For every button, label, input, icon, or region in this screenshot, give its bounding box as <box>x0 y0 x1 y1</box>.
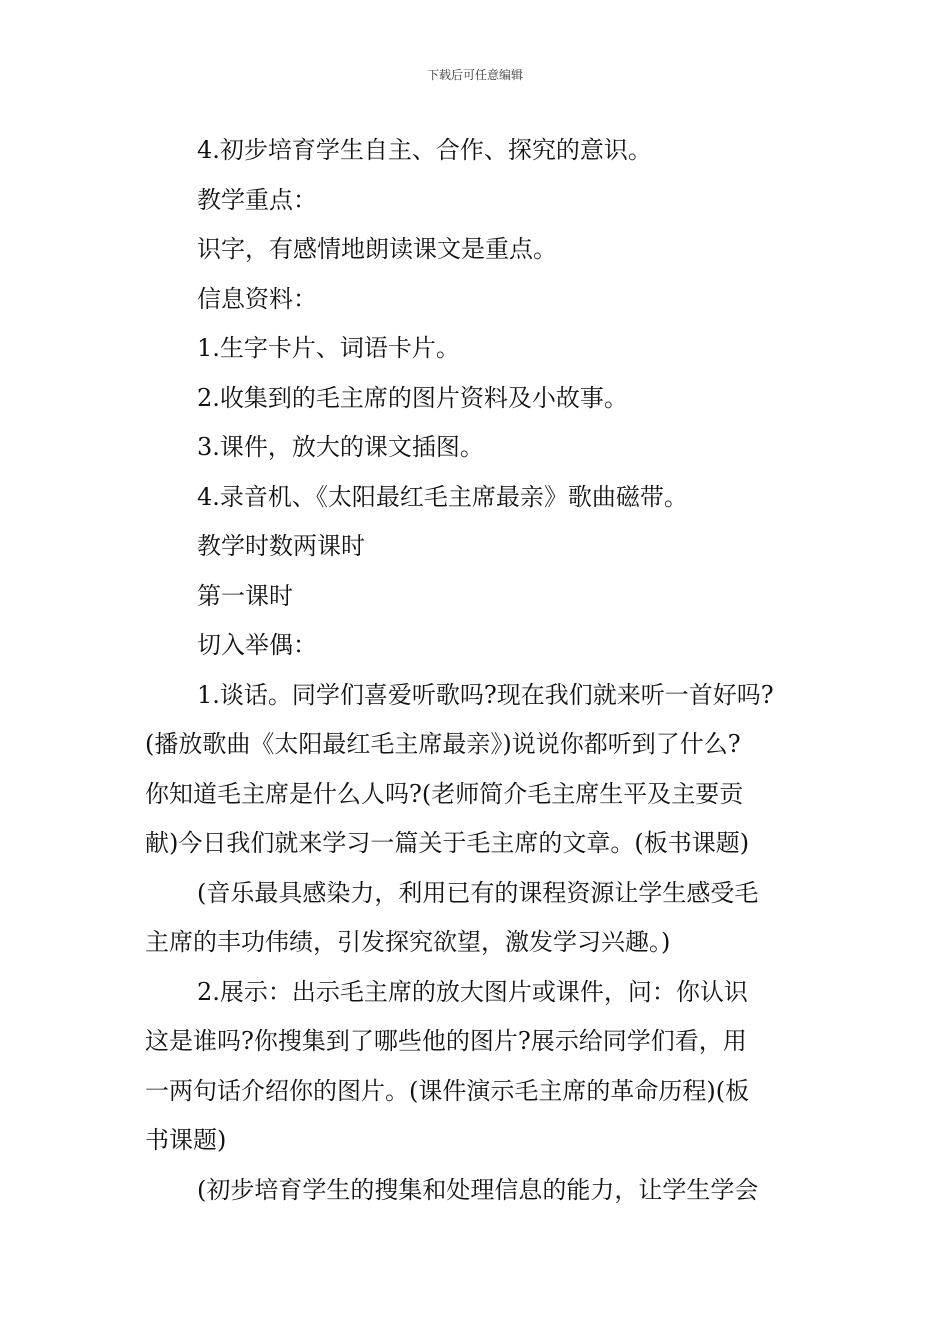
page-header: 下载后可任意编辑 <box>426 68 523 82</box>
step-1-line-2: (播放歌曲《太阳最红毛主席最亲》)说说你都听到了什么? <box>145 730 741 758</box>
heading-lesson-one: 第一课时 <box>197 581 293 610</box>
step-1-line-1: 1.谈话。同学们喜爱听歌吗?现在我们就来听一首好吗? <box>197 680 774 709</box>
objective-4: 4.初步培育学生自主、合作、探究的意识。 <box>197 136 652 164</box>
step-2-line-3: 一两句话介绍你的图片。(课件演示毛主席的革命历程)(板 <box>145 1076 750 1105</box>
material-2: 2.收集到的毛主席的图片资料及小故事。 <box>197 383 628 412</box>
material-1: 1.生字卡片、词语卡片。 <box>197 334 460 362</box>
material-4: 4.录音机、《太阳最红毛主席最亲》歌曲磁带。 <box>197 482 688 511</box>
note-1-line-1: (音乐最具感染力，利用已有的课程资源让学生感受毛 <box>197 878 759 907</box>
material-3: 3.课件，放大的课文插图。 <box>197 433 484 461</box>
note-2-line-1: (初步培育学生的搜集和处理信息的能力，让学生学会 <box>197 1175 759 1204</box>
step-1-line-4: 献)今日我们就来学习一篇关于毛主席的文章。(板书课题) <box>145 829 750 857</box>
teaching-hours: 教学时数两课时 <box>197 532 365 560</box>
step-1-line-3: 你知道毛主席是什么人吗?(老师简介毛主席生平及主要贡 <box>145 779 744 808</box>
step-2-line-4: 书课题) <box>145 1126 227 1154</box>
heading-introduction: 切入举偶： <box>197 631 317 659</box>
step-2-line-1: 2.展示：出示毛主席的放大图片或课件，问：你认识 <box>197 977 748 1006</box>
heading-key-points: 教学重点： <box>197 185 317 214</box>
note-1-line-2: 主席的丰功伟绩，引发探究欲望，激发学习兴趣。) <box>145 928 671 956</box>
step-2-line-2: 这是谁吗?你搜集到了哪些他的图片?展示给同学们看，用 <box>145 1027 747 1055</box>
key-points-text: 识字，有感情地朗读课文是重点。 <box>197 235 557 263</box>
heading-materials: 信息资料： <box>197 284 317 313</box>
document-body <box>145 126 810 1215</box>
